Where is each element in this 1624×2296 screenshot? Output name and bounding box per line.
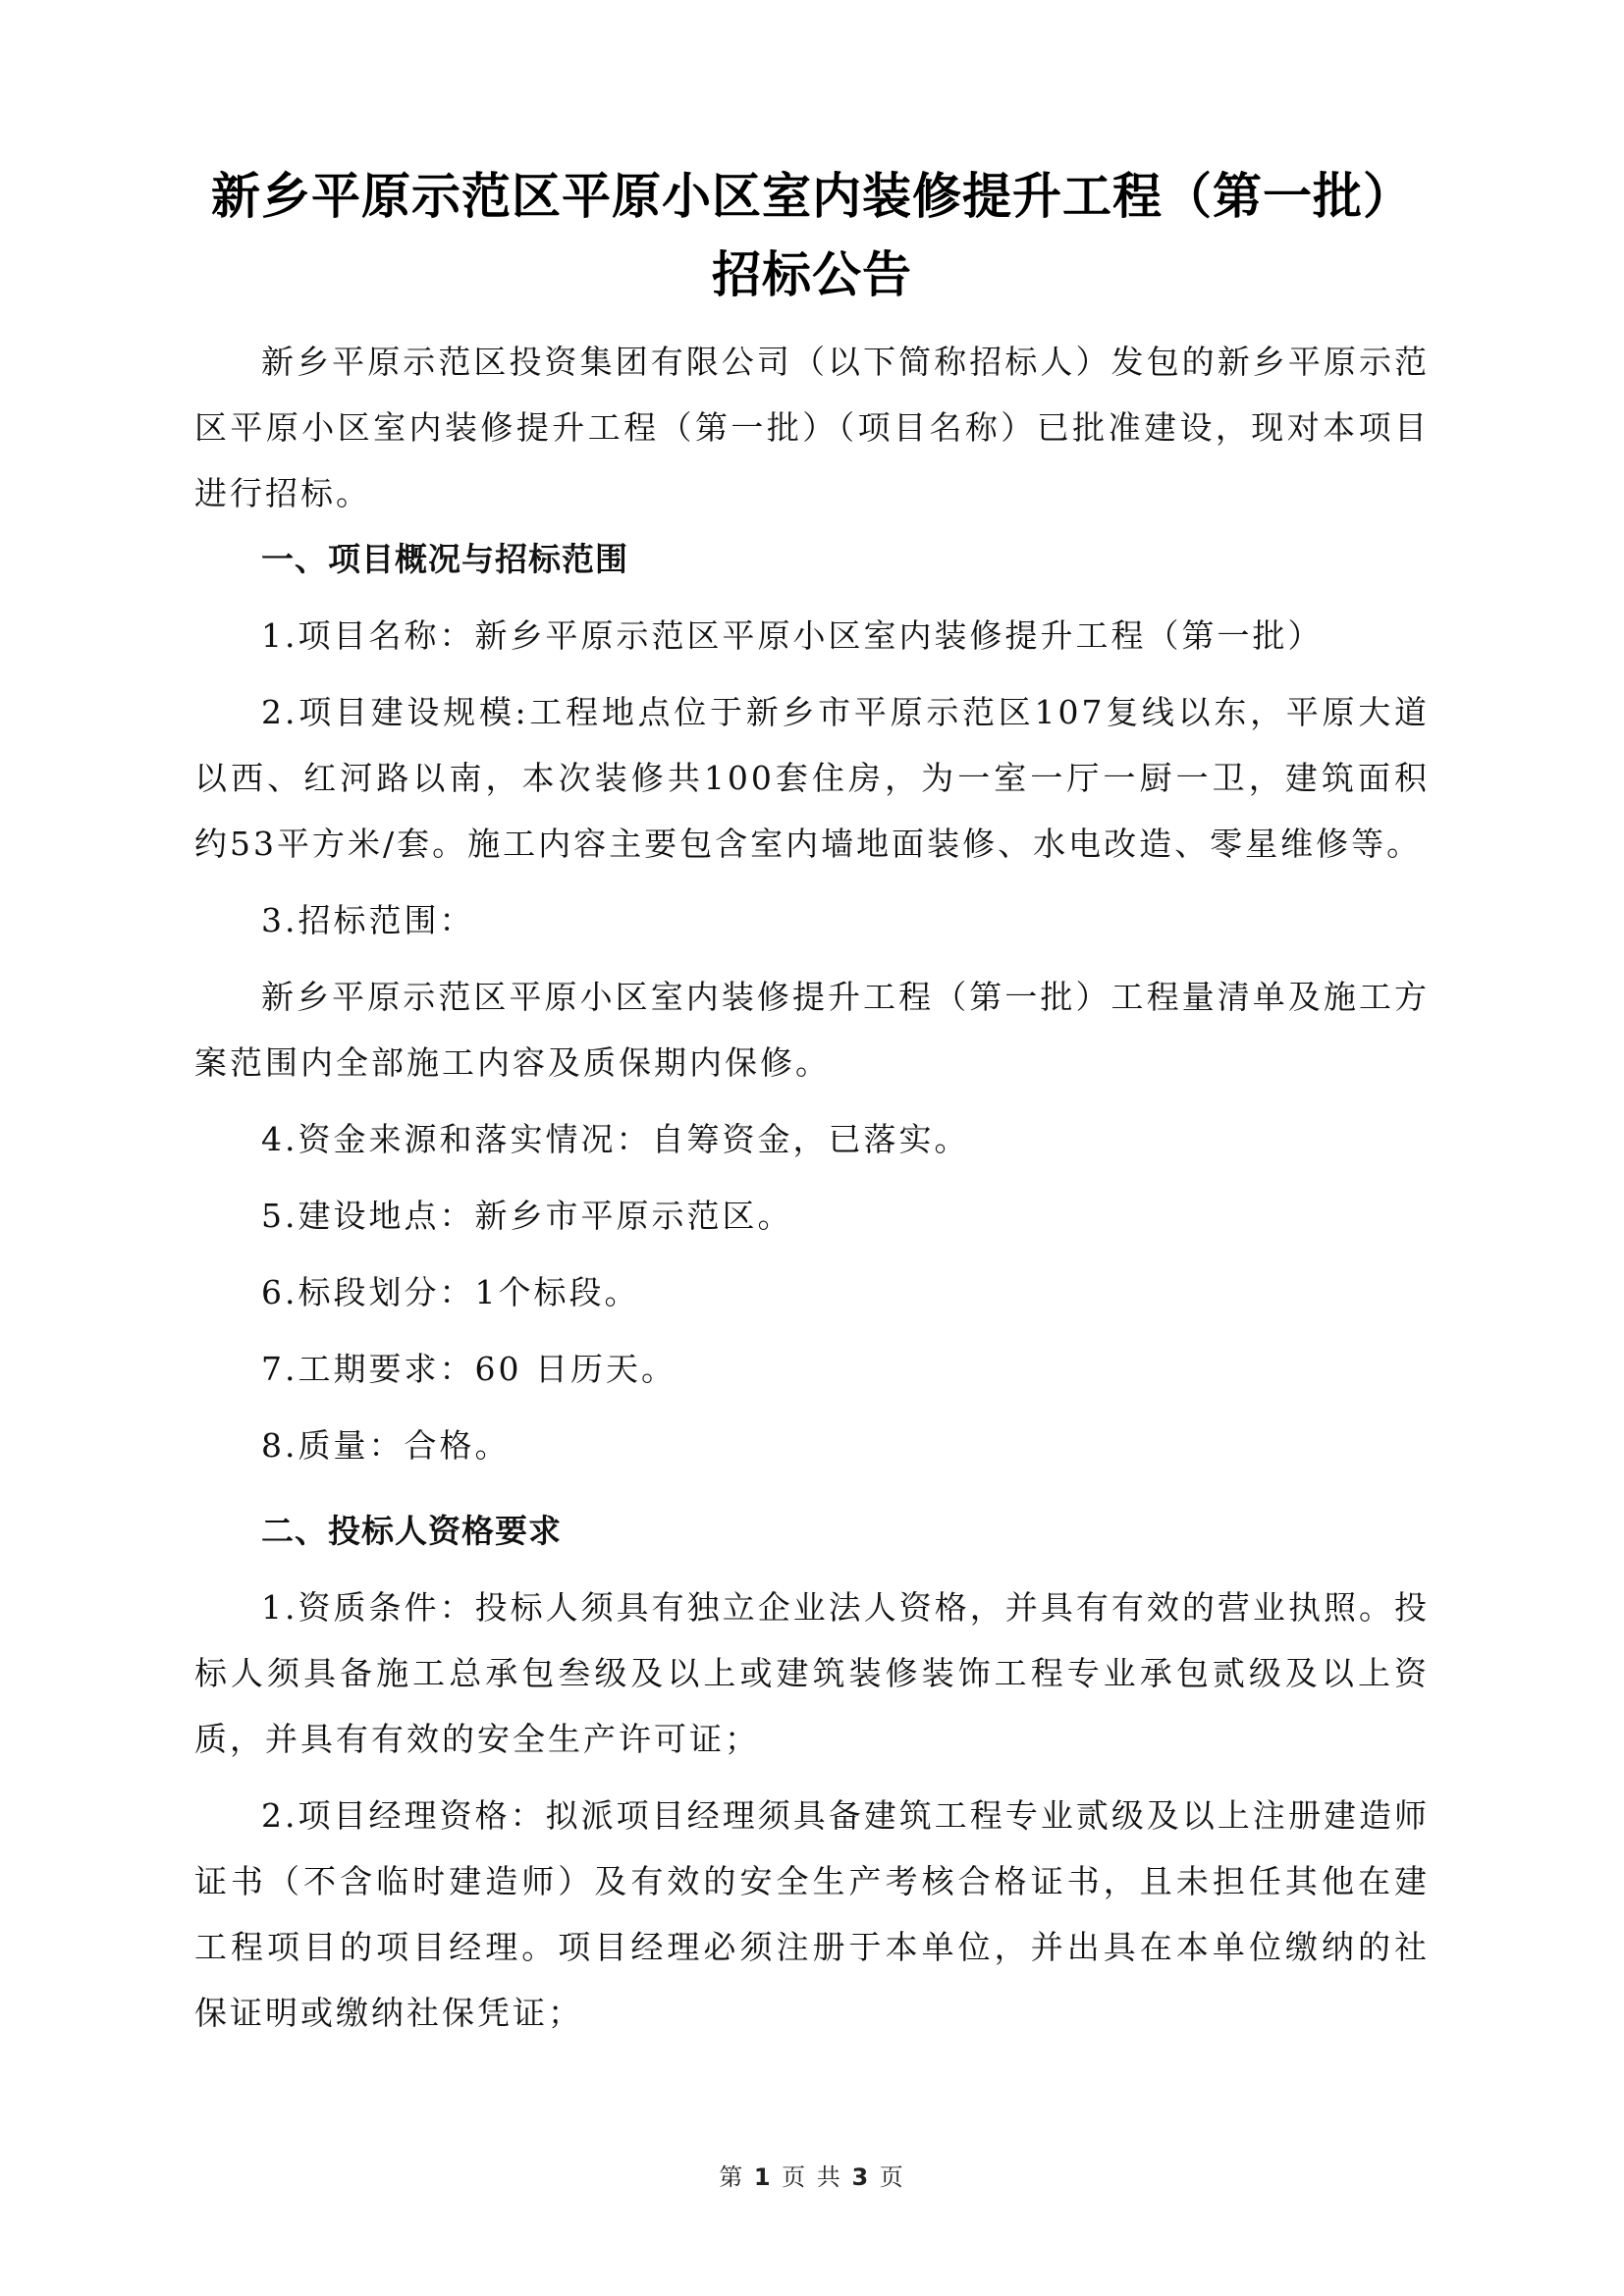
footer-prefix: 第 [719, 2163, 745, 2191]
footer-current-page: 1 [753, 2163, 773, 2191]
footer-suffix: 页 [879, 2163, 905, 2191]
section1-item-8: 8.质量：合格。 [261, 1426, 511, 1465]
footer-middle: 页 共 [782, 2163, 842, 2191]
section1-item-7: 7.工期要求：60 日历天。 [261, 1350, 677, 1388]
page-footer [0, 2158, 1624, 2192]
section1-item-3: 3.招标范围： [261, 901, 475, 939]
footer-total-pages: 3 [851, 2163, 871, 2191]
document-body [194, 329, 1430, 2046]
section2-heading: 二、投标人资格要求 [261, 1512, 562, 1550]
section1-item-1: 1.项目名称：新乡平原示范区平原小区室内装修提升工程（第一批） [261, 616, 1324, 655]
section1-heading: 一、项目概况与招标范围 [261, 540, 628, 578]
section1-item-6: 6.标段划分：1个标段。 [261, 1273, 640, 1311]
document-title-line2: 招标公告 [712, 246, 912, 303]
section1-item-4: 4.资金来源和落实情况：自筹资金，已落实。 [261, 1120, 970, 1158]
section1-item-2: 2.项目建设规模:工程地点位于新乡市平原示范区107复线以东，平原大道以西、红河路以南，本次装修共100套住房，为一室一厅一厨一卫，建筑面积约53平方米/套。施工内容主要包含室内墙地面装修、水电改造、零星维修等。 [194, 693, 1430, 863]
document-title-line1: 新乡平原示范区平原小区室内装修提升工程（第一批） [211, 168, 1413, 225]
intro-paragraph: 新乡平原示范区投资集团有限公司（以下简称招标人）发包的新乡平原示范区平原小区室内装修提升工程（第一批）（项目名称）已批准建设，现对本项目进行招标。 [194, 343, 1430, 512]
section1-item-5: 5.建设地点：新乡市平原示范区。 [261, 1197, 793, 1235]
section1-item-3-detail: 新乡平原示范区平原小区室内装修提升工程（第一批）工程量清单及施工方案范围内全部施工内容及质保期内保修。 [194, 978, 1430, 1082]
section2-item-1: 1.资质条件：投标人须具有独立企业法人资格，并具有有效的营业执照。投标人须具备施工总承包叁级及以上或建筑装修装饰工程专业承包贰级及以上资质，并具有有效的安全生产许可证； [194, 1588, 1430, 1758]
section2-item-2: 2.项目经理资格：拟派项目经理须具备建筑工程专业贰级及以上注册建造师证书（不含临时建造师）及有效的安全生产考核合格证书，且未担任其他在建工程项目的项目经理。项目经理必须注册于本单位，并出具在本单位缴纳的社保证明或缴纳社保凭证； [194, 1796, 1430, 2032]
